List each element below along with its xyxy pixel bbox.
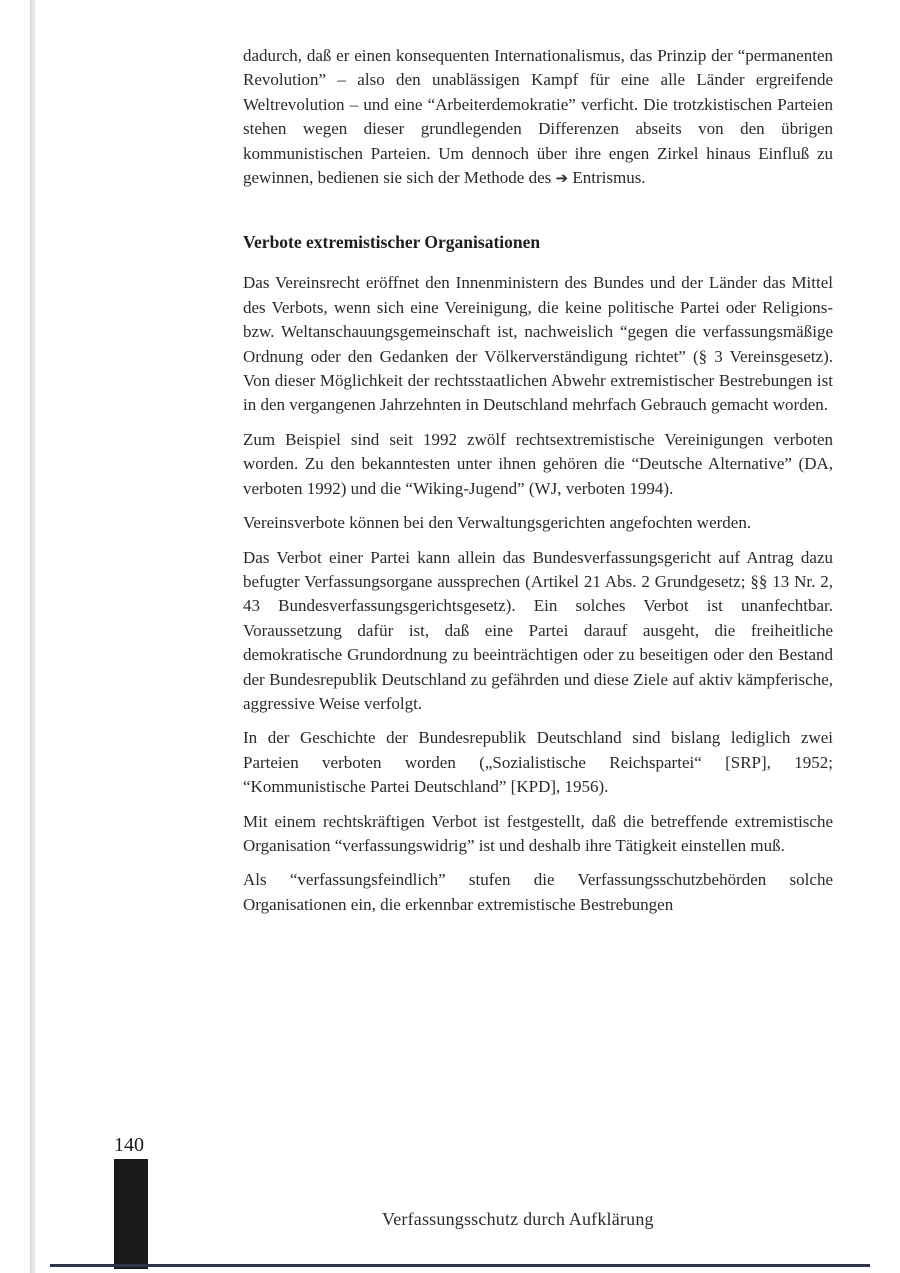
intro-text: dadurch, daß er einen konsequenten Internationalismus, das Prinzip der “permanenten Revolution” – also den unablässigen Kampf für eine alle Länder ergreifende Weltrevolution – und eine “Arbeiterdemokratie” verficht. Die trotzkistischen Parteien stehen wegen dieser grundlegenden Differenzen abseits von den übrigen kommunistischen Parteien. Um dennoch über ihre engen Zirkel hinaus Einfluß zu gewinnen, bedienen sie sich der Methode des — [243, 46, 833, 188]
footer-rule — [50, 1264, 870, 1267]
body-paragraph-rechtskraeftig: Mit einem rechtskräftigen Verbot ist festgestellt, daß die betreffende extremistische Organisation “verfassungswidrig” ist und deshalb ihre Tätigkeit einstellen muß. — [243, 811, 833, 855]
text-column — [243, 44, 833, 917]
body-paragraph-vereinsverbote: Vereinsverbote können bei den Verwaltungsgerichten angefochten werden. — [243, 513, 752, 533]
section-heading: Verbote extremistischer Organisationen — [243, 232, 541, 253]
body-paragraph-parteiverbot: Das Verbot einer Partei kann allein das Bundesverfassungsgericht auf Antrag dazu befugter Verfassungsorgane aussprechen (Artikel 21 Abs. 2 Grundgesetz; §§ 13 Nr. 2, 43 Bundesverfassungsgerichtsgesetz). Ein solches Verbot ist unanfechtbar. Voraussetzung dafür ist, daß eine Partei darauf ausgeht, die freiheitliche demokratische Grundordnung zu beeinträchtigen oder zu beseitigen oder den Bestand der Bundesrepublik Deutschland zu gefährden und diese Ziele auf aktiv kämpferische, aggressive Weise verfolgt. — [243, 547, 833, 713]
footer-title: Verfassungsschutz durch Aufklärung — [382, 1209, 654, 1229]
thumb-index-mark — [114, 1159, 148, 1269]
intro-paragraph — [243, 44, 833, 190]
body-paragraph-beispiel: Zum Beispiel sind seit 1992 zwölf rechtsextremistische Vereinigungen verboten worden. Zu den bekanntesten unter ihnen gehören die “Deutsche Alternative” (DA, verboten 1992) und die “Wiking-Jugend” (WJ, verboten 1994). — [243, 429, 833, 498]
body-paragraph-vereinsrecht: Das Vereinsrecht eröffnet den Innenministern des Bundes und der Länder das Mittel des Verbots, wenn sich eine Vereinigung, die keine politische Partei oder Religions- bzw. Weltanschauungsgemeinschaft ist, nachweislich “gegen die verfassungsmäßige Ordnung oder den Gedanken der Völkerverständigung richtet” (§ 3 Vereinsgesetz). Von dieser Möglichkeit der rechtsstaatlichen Abwehr extremistischer Bestrebungen ist in den vergangenen Jahrzehnten in Deutschland mehrfach Gebrauch gemacht worden. — [243, 273, 833, 415]
body-paragraph-geschichte: In der Geschichte der Bundesrepublik Deutschland sind bislang lediglich zwei Parteien verboten worden („Sozialistische Reichspartei“ [SRP], 1952; “Kommunistische Partei Deutschland” [KPD], 1956). — [243, 728, 833, 797]
cross-reference-arrow-icon: ➔ — [555, 169, 569, 188]
body-paragraph-verfassungsfeindlich: Als “verfassungsfeindlich” stufen die Verfassungsschutzbehörden solche Organisationen ein, die erkennbar extremistische Bestrebungen — [243, 870, 833, 914]
scan-edge — [30, 0, 36, 1273]
page-number: 140 — [114, 1134, 144, 1156]
cross-reference-term: Entrismus. — [572, 168, 646, 188]
